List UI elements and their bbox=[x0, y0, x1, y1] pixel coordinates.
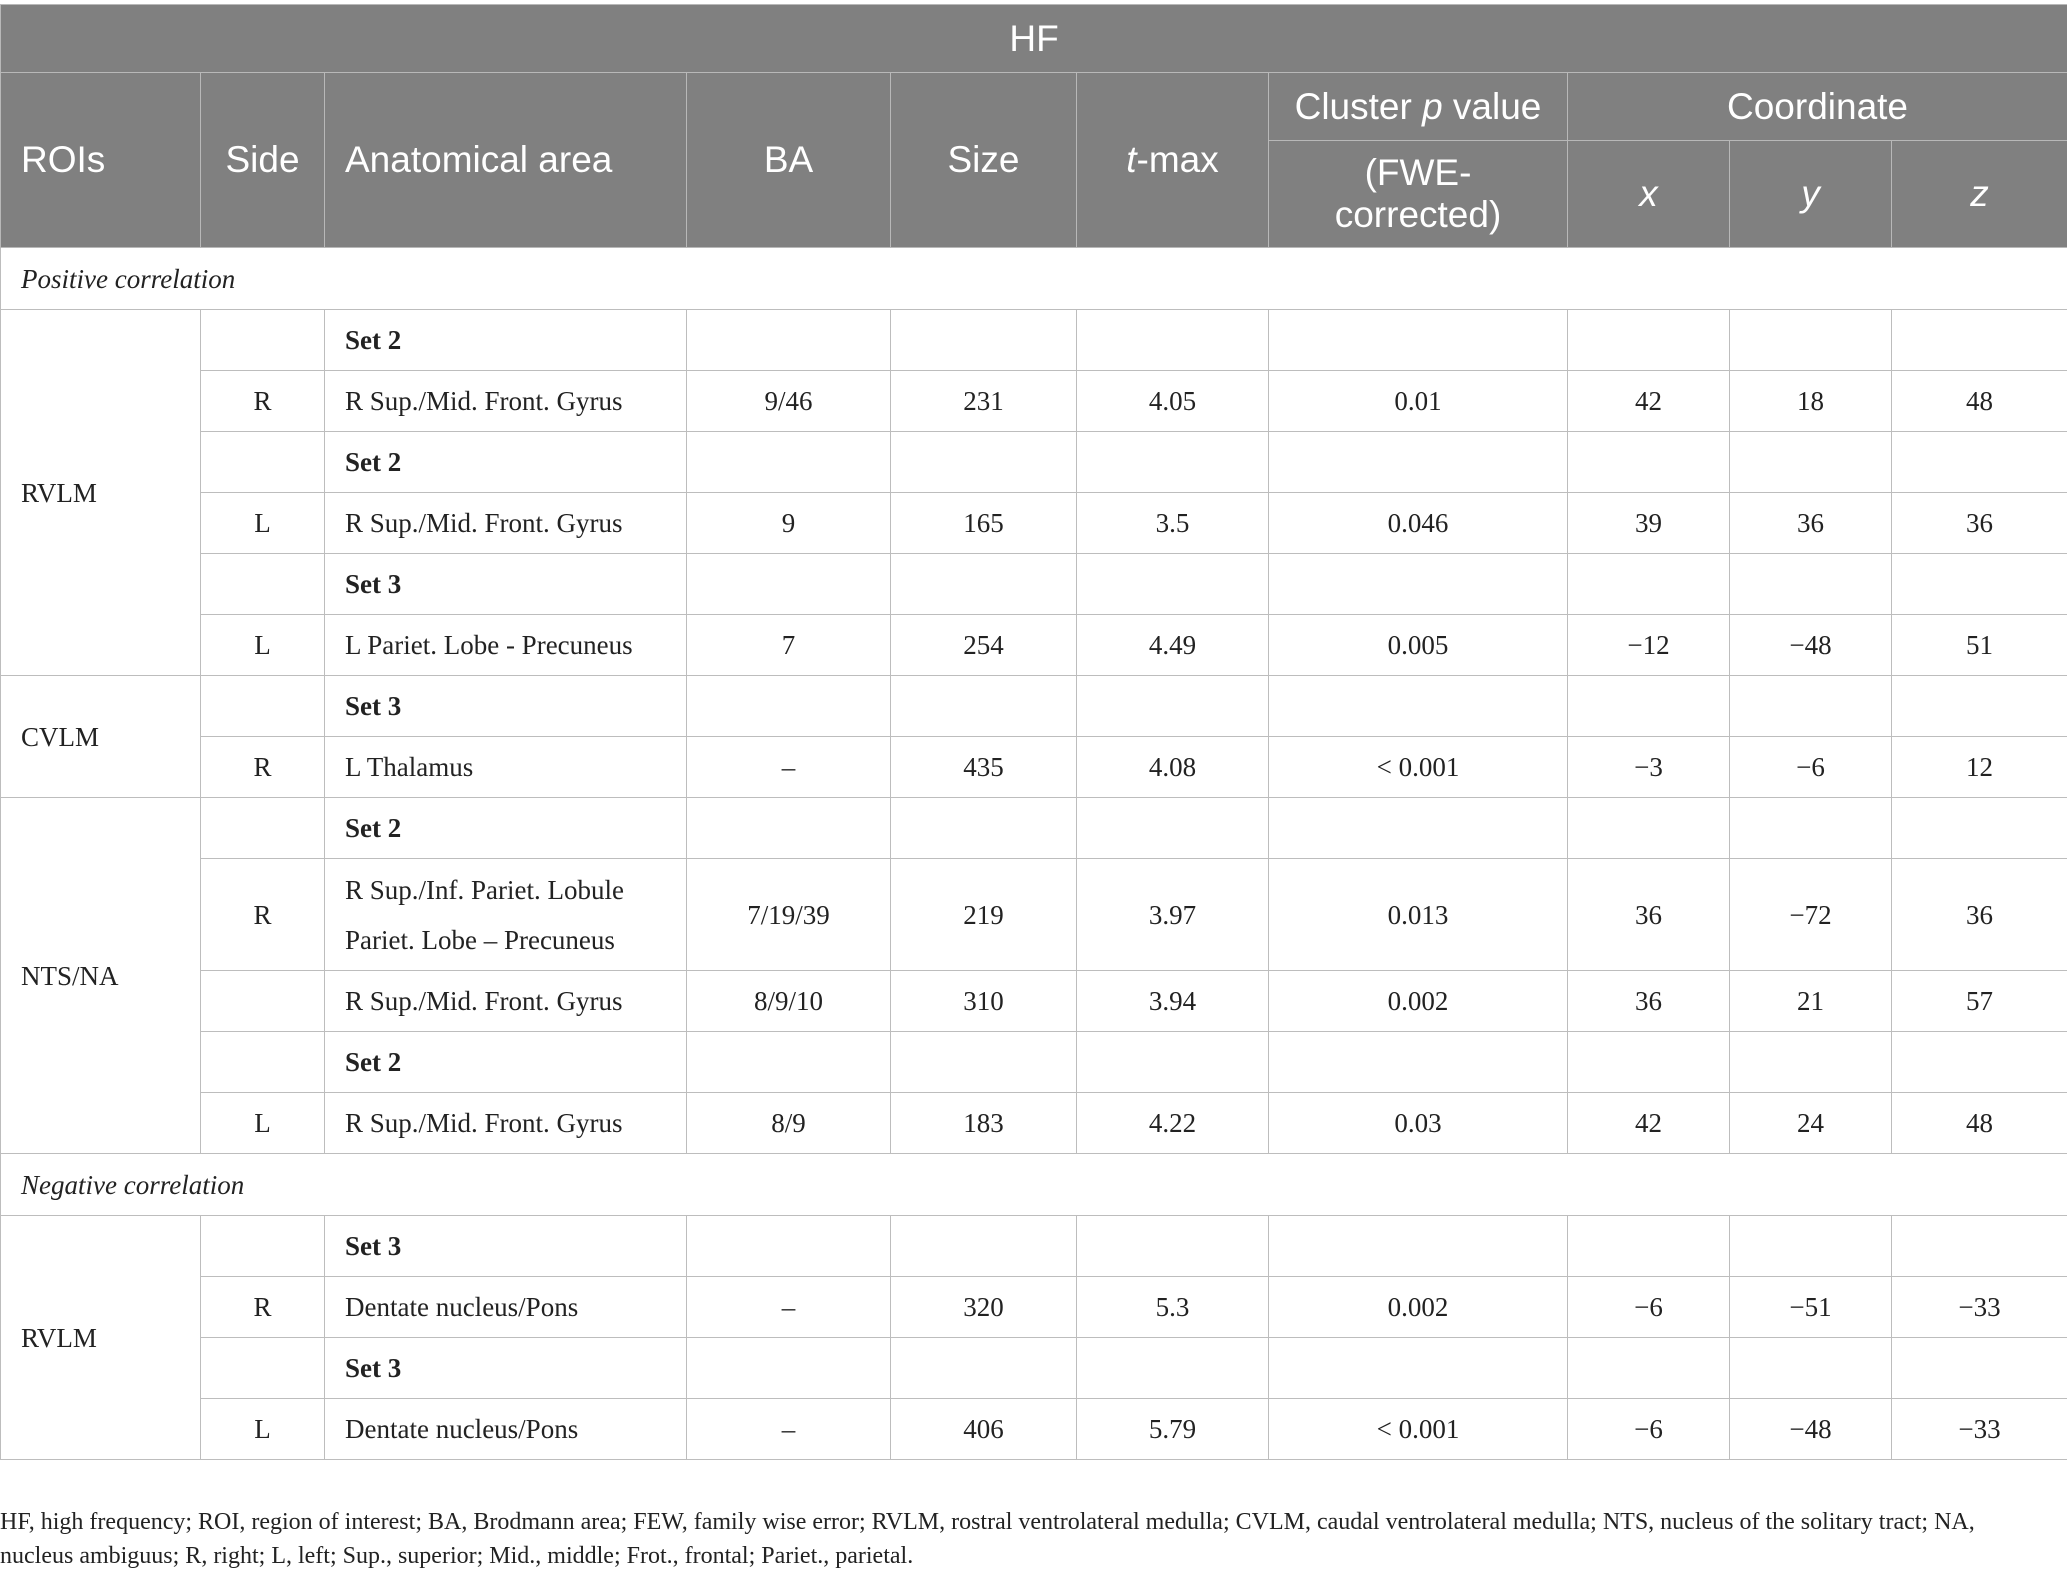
x-cell: 42 bbox=[1568, 371, 1730, 432]
table-row bbox=[1, 676, 2067, 737]
tmax-cell: 3.97 bbox=[1077, 859, 1269, 971]
z-cell: 36 bbox=[1892, 859, 2067, 971]
area-cell: L Thalamus bbox=[325, 737, 687, 798]
y-cell: 24 bbox=[1730, 1093, 1892, 1154]
z-cell: 57 bbox=[1892, 971, 2067, 1032]
size-cell: 406 bbox=[891, 1399, 1077, 1460]
table-body bbox=[1, 248, 2067, 1460]
side-cell bbox=[201, 1032, 325, 1093]
y-cell: 18 bbox=[1730, 371, 1892, 432]
table-row bbox=[1, 859, 2067, 971]
p-cell: 0.03 bbox=[1269, 1093, 1568, 1154]
table-row bbox=[1, 554, 2067, 615]
tmax-cell: 4.22 bbox=[1077, 1093, 1269, 1154]
x-cell: −6 bbox=[1568, 1399, 1730, 1460]
header-cluster-post: value bbox=[1442, 85, 1542, 127]
set-label: Set 2 bbox=[325, 432, 687, 493]
roi-cell: NTS/NA bbox=[1, 798, 201, 1154]
table-row bbox=[1, 798, 2067, 859]
header-tmax bbox=[1077, 73, 1269, 248]
header-fwe bbox=[1269, 141, 1568, 248]
table-header bbox=[1, 5, 2067, 248]
size-cell: 310 bbox=[891, 971, 1077, 1032]
table-footnote: HF, high frequency; ROI, region of interest; BA, Brodmann area; FEW, family wise error; RVLM, rostral ventrolateral medulla; CVLM, caudal ventrolateral medulla; NTS, nucleus of the solitary tract; NA, nucleus ambiguus; R, right; L, left; Sup., superior; Mid., middle; Frot., frontal; Pariet., parietal. bbox=[0, 1509, 1975, 1569]
y-cell: −48 bbox=[1730, 1399, 1892, 1460]
roi-cell: CVLM bbox=[1, 676, 201, 798]
table-row bbox=[1, 493, 2067, 554]
p-cell: 0.046 bbox=[1269, 493, 1568, 554]
header-ba: BA bbox=[687, 73, 891, 248]
area-cell: R Sup./Mid. Front. Gyrus bbox=[325, 493, 687, 554]
p-cell: < 0.001 bbox=[1269, 1399, 1568, 1460]
area-cell bbox=[325, 859, 687, 971]
size-cell: 320 bbox=[891, 1277, 1077, 1338]
area-cell: Dentate nucleus/Pons bbox=[325, 1399, 687, 1460]
area-cell: Dentate nucleus/Pons bbox=[325, 1277, 687, 1338]
header-cluster-p bbox=[1269, 73, 1568, 141]
header-fwe-line2: corrected) bbox=[1334, 194, 1502, 235]
header-z-label: z bbox=[1970, 173, 1989, 214]
side-cell bbox=[201, 1338, 325, 1399]
side-cell: R bbox=[201, 1277, 325, 1338]
header-tmax-rest: -max bbox=[1136, 139, 1219, 180]
set-label: Set 3 bbox=[325, 554, 687, 615]
y-cell: −72 bbox=[1730, 859, 1892, 971]
header-fwe-line1: (FWE- bbox=[1364, 152, 1472, 193]
ba-cell: 8/9 bbox=[687, 1093, 891, 1154]
table-row bbox=[1, 1093, 2067, 1154]
table-row bbox=[1, 371, 2067, 432]
table-row bbox=[1, 1032, 2067, 1093]
size-cell: 435 bbox=[891, 737, 1077, 798]
side-cell bbox=[201, 432, 325, 493]
ba-cell: 7 bbox=[687, 615, 891, 676]
ba-cell: 9/46 bbox=[687, 371, 891, 432]
side-cell bbox=[201, 554, 325, 615]
size-cell: 219 bbox=[891, 859, 1077, 971]
area-cell: R Sup./Mid. Front. Gyrus bbox=[325, 371, 687, 432]
header-side: Side bbox=[201, 73, 325, 248]
side-cell bbox=[201, 971, 325, 1032]
p-cell: 0.005 bbox=[1269, 615, 1568, 676]
size-cell: 254 bbox=[891, 615, 1077, 676]
set-label: Set 2 bbox=[325, 310, 687, 371]
x-cell: −12 bbox=[1568, 615, 1730, 676]
side-cell: R bbox=[201, 859, 325, 971]
side-cell bbox=[201, 798, 325, 859]
results-table bbox=[0, 4, 2067, 1460]
ba-cell: 8/9/10 bbox=[687, 971, 891, 1032]
size-cell: 231 bbox=[891, 371, 1077, 432]
table-row bbox=[1, 615, 2067, 676]
side-cell: R bbox=[201, 371, 325, 432]
x-cell: −6 bbox=[1568, 1277, 1730, 1338]
side-cell: L bbox=[201, 615, 325, 676]
header-y-label: y bbox=[1801, 173, 1820, 214]
area-line1: R Sup./Inf. Pariet. Lobule bbox=[345, 874, 624, 905]
section-row-negative bbox=[1, 1154, 2067, 1216]
size-cell: 183 bbox=[891, 1093, 1077, 1154]
area-cell: L Pariet. Lobe - Precuneus bbox=[325, 615, 687, 676]
side-cell: L bbox=[201, 1399, 325, 1460]
y-cell: 36 bbox=[1730, 493, 1892, 554]
header-rois: ROIs bbox=[1, 73, 201, 248]
z-cell: 48 bbox=[1892, 1093, 2067, 1154]
header-z bbox=[1892, 141, 2067, 248]
table-row bbox=[1, 1338, 2067, 1399]
table-row bbox=[1, 737, 2067, 798]
x-cell: 36 bbox=[1568, 971, 1730, 1032]
header-y bbox=[1730, 141, 1892, 248]
x-cell: −3 bbox=[1568, 737, 1730, 798]
side-cell bbox=[201, 1216, 325, 1277]
header-cluster-pre: Cluster bbox=[1294, 85, 1423, 127]
p-cell: 0.01 bbox=[1269, 371, 1568, 432]
x-cell: 39 bbox=[1568, 493, 1730, 554]
z-cell: 36 bbox=[1892, 493, 2067, 554]
section-negative-label: Negative correlation bbox=[1, 1154, 2067, 1216]
table-row bbox=[1, 971, 2067, 1032]
results-table-container bbox=[0, 4, 2067, 1460]
tmax-cell: 3.94 bbox=[1077, 971, 1269, 1032]
roi-cell: RVLM bbox=[1, 1216, 201, 1460]
tmax-cell: 5.79 bbox=[1077, 1399, 1269, 1460]
p-cell: 0.002 bbox=[1269, 1277, 1568, 1338]
x-cell: 36 bbox=[1568, 859, 1730, 971]
set-label: Set 3 bbox=[325, 1216, 687, 1277]
table-row bbox=[1, 1399, 2067, 1460]
area-cell: R Sup./Mid. Front. Gyrus bbox=[325, 971, 687, 1032]
tmax-cell: 4.05 bbox=[1077, 371, 1269, 432]
table-row bbox=[1, 310, 2067, 371]
ba-cell: – bbox=[687, 1399, 891, 1460]
ba-cell: 9 bbox=[687, 493, 891, 554]
area-cell: R Sup./Mid. Front. Gyrus bbox=[325, 1093, 687, 1154]
set-label: Set 3 bbox=[325, 676, 687, 737]
ba-cell: – bbox=[687, 1277, 891, 1338]
set-label: Set 3 bbox=[325, 1338, 687, 1399]
y-cell: 21 bbox=[1730, 971, 1892, 1032]
header-size: Size bbox=[891, 73, 1077, 248]
z-cell: 51 bbox=[1892, 615, 2067, 676]
z-cell: 12 bbox=[1892, 737, 2067, 798]
table-row bbox=[1, 1277, 2067, 1338]
y-cell: −48 bbox=[1730, 615, 1892, 676]
header-anatomical-area: Anatomical area bbox=[325, 73, 687, 248]
ba-cell: – bbox=[687, 737, 891, 798]
table-row bbox=[1, 432, 2067, 493]
side-cell: R bbox=[201, 737, 325, 798]
z-cell: −33 bbox=[1892, 1277, 2067, 1338]
section-row-positive bbox=[1, 248, 2067, 310]
size-cell: 165 bbox=[891, 493, 1077, 554]
p-cell: 0.013 bbox=[1269, 859, 1568, 971]
y-cell: −51 bbox=[1730, 1277, 1892, 1338]
set-label: Set 2 bbox=[325, 1032, 687, 1093]
header-cluster-p-letter: p bbox=[1422, 85, 1443, 127]
tmax-cell: 5.3 bbox=[1077, 1277, 1269, 1338]
section-positive-label: Positive correlation bbox=[1, 248, 2067, 310]
tmax-cell: 3.5 bbox=[1077, 493, 1269, 554]
x-cell: 42 bbox=[1568, 1093, 1730, 1154]
z-cell: 48 bbox=[1892, 371, 2067, 432]
header-coordinate: Coordinate bbox=[1568, 73, 2067, 141]
roi-cell: RVLM bbox=[1, 310, 201, 676]
tmax-cell: 4.08 bbox=[1077, 737, 1269, 798]
p-cell: < 0.001 bbox=[1269, 737, 1568, 798]
side-cell bbox=[201, 676, 325, 737]
z-cell: −33 bbox=[1892, 1399, 2067, 1460]
header-x bbox=[1568, 141, 1730, 248]
side-cell: L bbox=[201, 1093, 325, 1154]
header-tmax-t: t bbox=[1126, 139, 1137, 180]
header-group-label: HF bbox=[1, 5, 2067, 73]
table-row bbox=[1, 1216, 2067, 1277]
ba-cell: 7/19/39 bbox=[687, 859, 891, 971]
header-x-label: x bbox=[1639, 173, 1658, 214]
tmax-cell: 4.49 bbox=[1077, 615, 1269, 676]
p-cell: 0.002 bbox=[1269, 971, 1568, 1032]
side-cell bbox=[201, 310, 325, 371]
y-cell: −6 bbox=[1730, 737, 1892, 798]
area-line2: Pariet. Lobe – Precuneus bbox=[345, 924, 615, 955]
side-cell: L bbox=[201, 493, 325, 554]
set-label: Set 2 bbox=[325, 798, 687, 859]
